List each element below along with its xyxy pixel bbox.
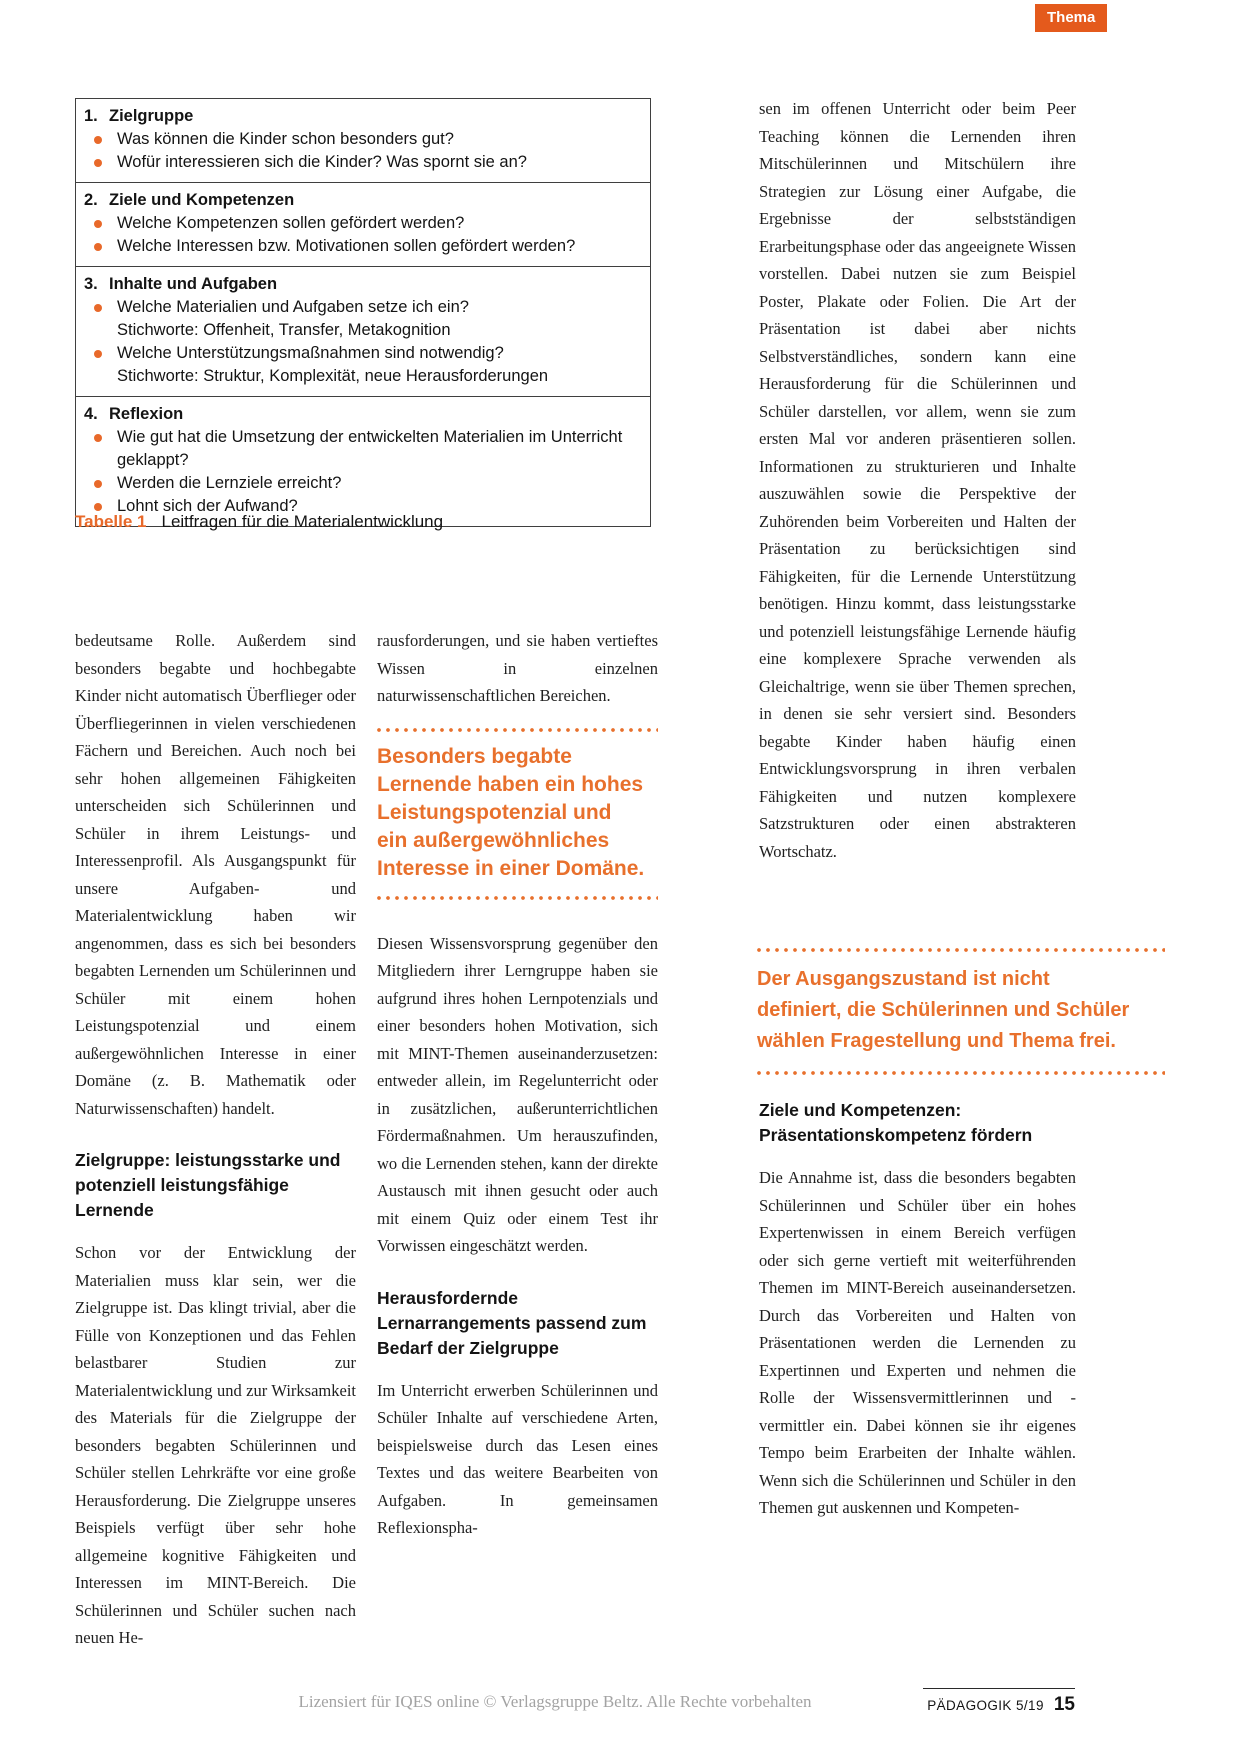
text-column-1 (75, 627, 356, 1652)
bullet-item (84, 472, 638, 495)
text-column-3-upper (759, 95, 1076, 865)
pull-quote-line: Besonders begabte (377, 744, 572, 768)
footer-license: Lizensiert für IQES online © Verlagsgruppe Beltz. Alle Rechte vorbehalten (298, 1692, 812, 1711)
guiding-questions-table (75, 98, 651, 527)
text-column-3-lower (759, 1098, 1076, 1522)
bullet-dot-icon (94, 220, 102, 228)
page-number: 15 (1053, 1694, 1075, 1715)
bullet-item-text: Werden die Lernziele erreicht? (117, 474, 342, 492)
section-number: 3. (84, 275, 98, 293)
bullet-dot-icon (94, 304, 102, 312)
bullet-item (84, 296, 638, 319)
bullet-dot-icon (94, 159, 102, 167)
section-title: Ziele und Kompetenzen (109, 191, 295, 209)
dotted-rule (757, 1071, 1165, 1075)
text-column-2 (377, 627, 658, 1542)
table-section-heading (84, 403, 638, 426)
section-subheading: Ziele und Kompetenzen: Präsentationskompetenz fördern (759, 1100, 1033, 1145)
table-section-reflexion (76, 397, 650, 526)
bullet-dot-icon (94, 350, 102, 358)
caption-text: Leitfragen für die Materialentwicklung (161, 512, 444, 531)
pull-quote-text (377, 732, 658, 896)
bullet-item-text: Welche Materialien und Aufgaben setze ich ein? (117, 298, 469, 316)
bullet-item-text: Was können die Kinder schon besonders gut? (117, 130, 454, 148)
bullet-item-text: Welche Unterstützungsmaßnahmen sind notwendig? (117, 344, 504, 362)
table-section-zielgruppe (76, 99, 650, 183)
pull-quote-line: ein außergewöhnliches (377, 828, 610, 852)
section-title: Zielgruppe (109, 107, 194, 125)
keyword-line: Stichworte: Offenheit, Transfer, Metakognition (117, 321, 451, 339)
pull-quote-line: Lernende haben ein hohes (377, 772, 644, 796)
bullet-item-text: Lohnt sich der Aufwand? (117, 497, 298, 515)
pull-quote-text (757, 952, 1165, 1071)
body-paragraph: Diesen Wissensvorsprung gegenüber den Mitgliedern ihrer Lerngruppe haben sie aufgrund ihres hohen Lernpotenzials und einer besonders hohen Motivation, sich mit MINT-Themen auseinanderzusetzen: entweder allein, im Regelunterricht oder in zusätzlichen, außerunterrichtlichen Fördermaßnahmen. Um herauszufinden, wo die Lernenden stehen, kann der direkte Austausch mit ihnen gesucht oder auch mit einem Quiz oder einem Test ihr Vorwissen eingeschätzt werden. (377, 933, 658, 1255)
section-subheading: Herausfordernde Lernarrangements passend zum Bedarf der Zielgruppe (377, 1287, 647, 1358)
body-paragraph: Schon vor der Entwicklung der Materialien muss klar sein, wer die Zielgruppe ist. Das klingt trivial, aber die Fülle von Konzeptionen und das Fehlen belastbarer Studien zur Materialentwicklung und zur Wirksamkeit des Materials für die Zielgruppe der besonders begabten Schülerinnen und Schüler stellen Lehrkräfte vor eine große Herausforderung. Die Zielgruppe unseres Beispiels verfügt über sehr hohe allgemeine kognitive Fähigkeiten und Interessen im MINT-Bereich. Die Schülerinnen und Schüler suchen nach neuen He- (75, 1243, 356, 1647)
section-title: Reflexion (109, 405, 184, 423)
bullet-item (84, 235, 638, 258)
bullet-item-text: Wie gut hat die Umsetzung der entwickelten Materialien im Unterricht geklappt? (117, 428, 623, 469)
body-paragraph: sen im offenen Unterricht oder beim Peer Teaching können die Lernenden ihren Mitschülerinnen und Mitschülern ihre Strategien zur Lösung einer Aufgabe, die Ergebnisse der selbstständigen Erarbeitungsphase oder das angeeignete Wissen vorstellen. Dabei nutzen sie zum Beispiel Poster, Plakate oder Folien. Die Art der Präsentation ist dabei aber nichts Selbstverständliches, sondern kann eine Herausforderung für die Schülerinnen und Schüler darstellen, vor allem, wenn sie zum ersten Mal vor anderen präsentieren sollen. Informationen zu strukturieren und Inhalte auszuwählen sowie die Perspektive der Zuhörenden beim Vorbereiten und Halten der Präsentation zu berücksichtigen sind Fähigkeiten, für die Lernende Unterstützung benötigen. Hinzu kommt, dass leistungsstarke und potenziell leistungsfähige Lernende häufig eine komplexere Sprache verwenden als Gleichaltrige, wenn sie über Themen sprechen, in denen sie sehr versiert sind. Besonders begabte Kinder haben häufig einen Entwicklungsvorsprung in ihren verbalen Fähigkeiten und nutzen komplexere Satzstrukturen oder einen abstrakteren Wortschatz. (759, 99, 1076, 861)
journal-name: PÄDAGOGIK 5/19 (927, 1698, 1044, 1713)
bullet-item (84, 128, 638, 151)
pull-quote-wide (757, 948, 1165, 1075)
dotted-rule (377, 896, 658, 900)
bullet-dot-icon (94, 434, 102, 442)
bullet-item-text: Wofür interessieren sich die Kinder? Was spornt sie an? (117, 153, 527, 171)
thema-tag: Thema (1035, 4, 1107, 32)
section-title: Inhalte und Aufgaben (109, 275, 278, 293)
footer-rule (923, 1688, 1075, 1689)
table-section-ziele (76, 183, 650, 267)
bullet-dot-icon (94, 136, 102, 144)
footer-journal-info (923, 1688, 1075, 1716)
pull-quote-line: Der Ausgangszustand ist nicht (757, 968, 1050, 990)
table-section-heading (84, 189, 638, 212)
table-section-heading (84, 273, 638, 296)
body-paragraph: Die Annahme ist, dass die besonders begabten Schülerinnen und Schüler über ein hohes Expertenwissen in einem Bereich verfügen oder sich gerne vertieft mit weiterführenden Themen im MINT-Bereich auseinandersetzen. Durch das Vorbereiten und Halten von Präsentationen werden die Lernenden zu Expertinnen und Experten und nehmen die Rolle der Wissensvermittlerinnen und -vermittler ein. Dabei können sie ihr eigenes Tempo beim Erarbeiten der Inhalte wählen. Wenn sich die Schülerinnen und Schüler in den Themen gut auskennen und Kompeten- (759, 1168, 1076, 1517)
section-subheading: Zielgruppe: leistungsstarke und potenziell leistungsfähige Lernende (75, 1150, 341, 1220)
bullet-dot-icon (94, 243, 102, 251)
bullet-item (84, 151, 638, 174)
table-section-inhalte (76, 267, 650, 397)
caption-label: Tabelle 1 (75, 512, 147, 531)
body-paragraph: rausforderungen, und sie haben vertieftes Wissen in einzelnen naturwissenschaftlichen Bereichen. (377, 631, 658, 705)
bullet-item (84, 342, 638, 365)
pull-quote (377, 728, 658, 900)
bullet-item-text: Welche Kompetenzen sollen gefördert werden? (117, 214, 465, 232)
table-caption (75, 512, 443, 532)
section-number: 2. (84, 191, 98, 209)
keyword-line: Stichworte: Struktur, Komplexität, neue Herausforderungen (117, 367, 549, 385)
bullet-dot-icon (94, 480, 102, 488)
pull-quote-line: wählen Fragestellung und Thema frei. (757, 1030, 1116, 1052)
bullet-item (84, 212, 638, 235)
pull-quote-line: definiert, die Schülerinnen und Schüler (757, 999, 1130, 1021)
bullet-item (84, 426, 638, 472)
body-paragraph: Im Unterricht erwerben Schülerinnen und Schüler Inhalte auf verschiedene Arten, beispielsweise durch das Lesen eines Textes und das weitere Bearbeiten von Aufgaben. In gemeinsamen Reflexionspha- (377, 1380, 658, 1537)
pull-quote-line: Leistungspotenzial und (377, 800, 612, 824)
pull-quote-line: Interesse in einer Domäne. (377, 856, 645, 880)
bullet-dot-icon (94, 503, 102, 511)
bullet-item-text: Welche Interessen bzw. Motivationen sollen gefördert werden? (117, 237, 576, 255)
table-section-heading (84, 105, 638, 128)
section-number: 4. (84, 405, 98, 423)
body-paragraph: bedeutsame Rolle. Außerdem sind besonders begabte und hochbegabte Kinder nicht automatisch Überflieger oder Überfliegerinnen in vielen verschiedenen Fächern und Bereichen. Auch noch bei sehr hohen allgemeinen Fähigkeiten unterscheiden sich Schülerinnen und Schüler in ihrem Leistungs- und Interessenprofil. Als Ausgangspunkt für unsere Aufgaben- und Materialentwicklung haben wir angenommen, dass es sich bei besonders begabten Lernenden um Schülerinnen und Schüler mit einem hohen Leistungspotenzial und einem außergewöhnlichen Interesse in einer Domäne (z. B. Mathematik oder Naturwissenschaften) handelt. (75, 631, 356, 1118)
footer-line (923, 1694, 1075, 1716)
section-number: 1. (84, 107, 98, 125)
